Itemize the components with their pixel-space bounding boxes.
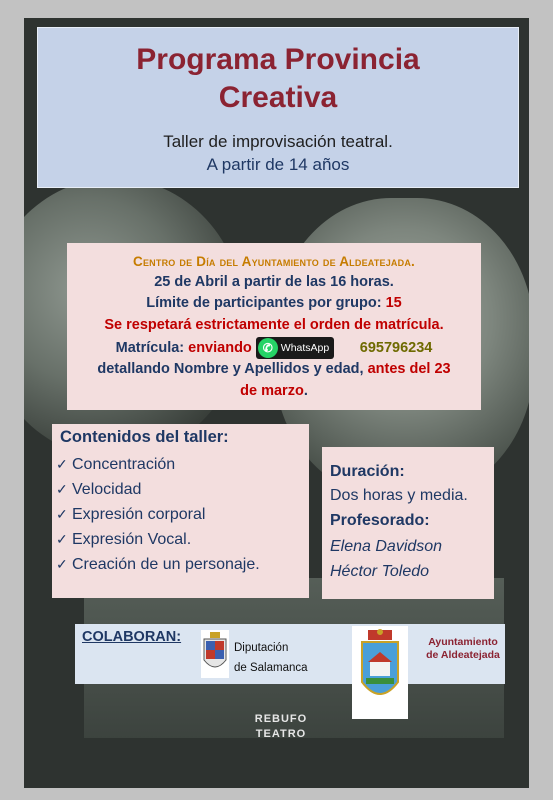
rebufo-line-2: TEATRO bbox=[255, 728, 307, 740]
list-item-label: Expresión Vocal. bbox=[72, 531, 192, 548]
list-item-label: Creación de un personaje. bbox=[72, 556, 260, 573]
diputacion-line-2: de Salamanca bbox=[234, 662, 308, 674]
info-panel bbox=[67, 243, 481, 410]
matricula-label: Matrícula: bbox=[115, 339, 189, 356]
list-item bbox=[56, 452, 260, 477]
whatsapp-badge bbox=[256, 337, 334, 359]
list-item-label: Expresión corporal bbox=[72, 506, 206, 523]
teacher-name: Héctor Toledo bbox=[330, 563, 430, 580]
deadline-part-2: de marzo bbox=[240, 383, 304, 399]
title-line-1: Programa Provincia bbox=[136, 43, 420, 76]
contents-heading: Contenidos del taller: bbox=[60, 428, 229, 446]
limit-value: 15 bbox=[385, 295, 402, 311]
details-line bbox=[67, 359, 481, 380]
sending-text: enviando bbox=[188, 339, 252, 356]
checkmark-icon: ✓ bbox=[56, 481, 68, 497]
duration-value: Dos horas y media. bbox=[330, 487, 468, 504]
details-text: detallando Nombre y Apellidos y edad, bbox=[97, 361, 368, 377]
order-note: Se respetará estrictamente el orden de matrícula. bbox=[104, 317, 444, 333]
ayuntamiento-name bbox=[418, 636, 508, 662]
deadline-line bbox=[67, 381, 481, 402]
list-item bbox=[56, 477, 260, 502]
ayuntamiento-line-2: de Aldeatejada bbox=[426, 649, 500, 661]
checkmark-icon: ✓ bbox=[56, 506, 68, 522]
registration-line bbox=[67, 337, 481, 359]
duration-label: Duración: bbox=[330, 463, 405, 480]
checkmark-icon: ✓ bbox=[56, 456, 68, 472]
collaborators-label: COLABORAN: bbox=[82, 629, 182, 645]
limit-label: Límite de participantes por grupo: bbox=[146, 295, 386, 311]
rebufo-line-1: REBUFO bbox=[254, 713, 308, 725]
duration-panel bbox=[322, 447, 494, 599]
deadline-end: . bbox=[303, 383, 308, 399]
title-line-2: Creativa bbox=[218, 81, 338, 114]
age-note: A partir de 14 años bbox=[206, 155, 350, 174]
checkmark-icon: ✓ bbox=[56, 531, 68, 547]
list-item bbox=[56, 552, 260, 577]
checkmark-icon: ✓ bbox=[56, 556, 68, 572]
event-date: 25 de Abril a partir de las 16 horas. bbox=[154, 274, 394, 290]
ayuntamiento-line-1: Ayuntamiento bbox=[428, 636, 498, 648]
list-item-label: Concentración bbox=[72, 456, 176, 473]
diputacion-line-1: Diputación bbox=[234, 642, 289, 654]
center-name: Centro de Día del Ayuntamiento de Aldeatejada. bbox=[133, 254, 415, 269]
rebufo-teatro-logo bbox=[246, 712, 316, 746]
list-item-label: Velocidad bbox=[72, 481, 142, 498]
list-item bbox=[56, 527, 260, 552]
teachers-label: Profesorado: bbox=[330, 512, 430, 529]
list-item bbox=[56, 502, 260, 527]
phone-number: 695796234 bbox=[359, 339, 433, 356]
subtitle: Taller de improvisación teatral. bbox=[163, 132, 393, 151]
diputacion-name bbox=[234, 638, 308, 678]
teacher-name: Elena Davidson bbox=[330, 538, 443, 555]
deadline-part-1: antes del 23 bbox=[367, 361, 451, 377]
whatsapp-label: WhatsApp bbox=[280, 342, 330, 354]
diputacion-shield-icon bbox=[201, 630, 229, 678]
whatsapp-icon: ✆ bbox=[258, 338, 278, 358]
ayuntamiento-shield-icon bbox=[352, 626, 408, 719]
contents-panel bbox=[52, 424, 309, 598]
contents-list bbox=[56, 452, 260, 577]
header-panel bbox=[37, 27, 519, 188]
participant-limit bbox=[67, 293, 481, 314]
